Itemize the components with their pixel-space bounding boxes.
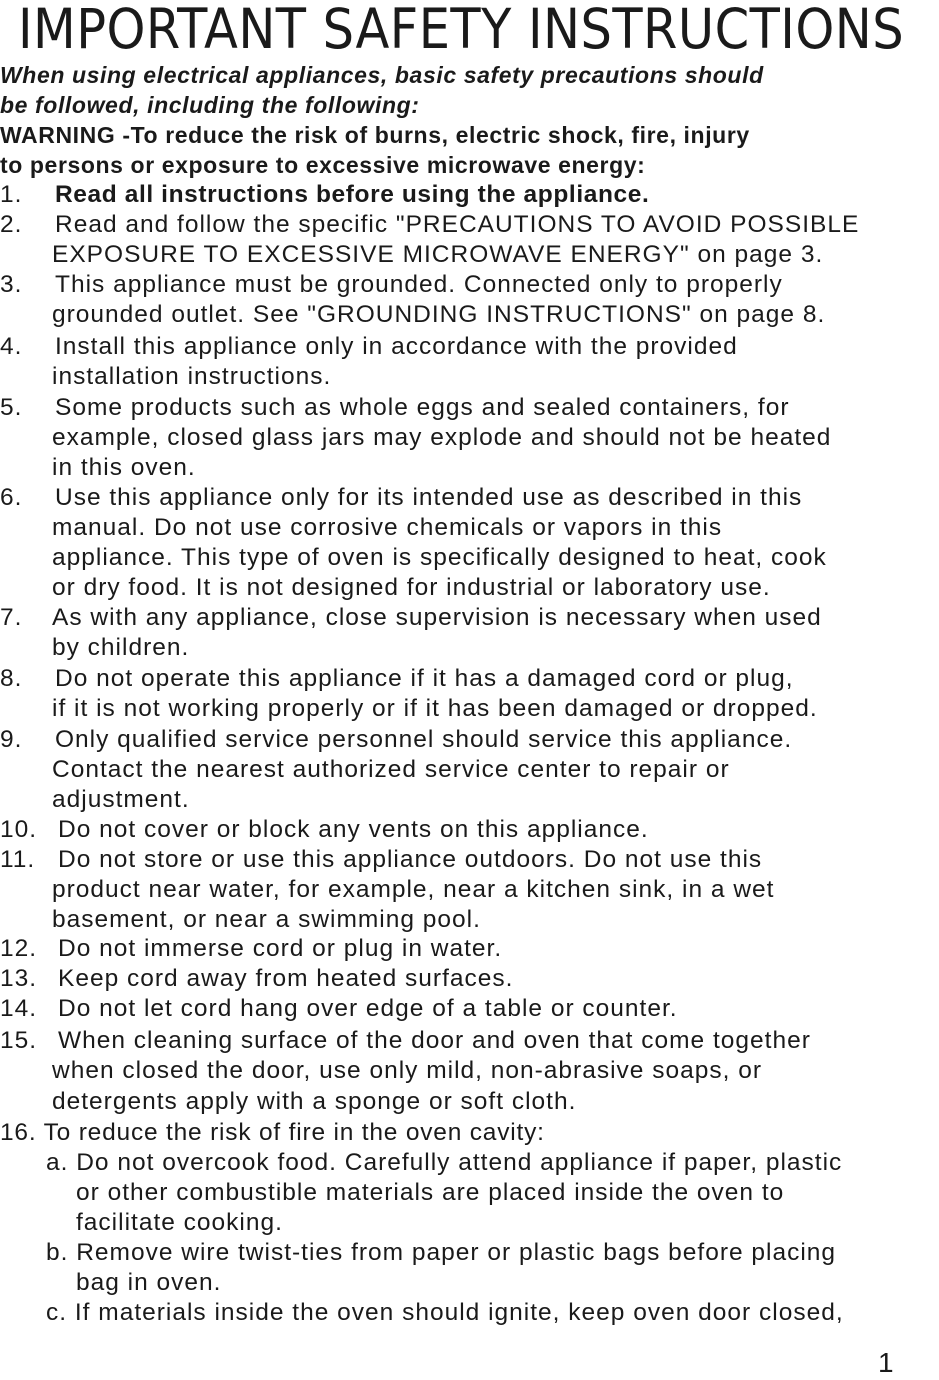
item-text: Do not cover or block any vents on this appliance. <box>58 816 649 843</box>
item-text: when closed the door, use only mild, non-abrasive soaps, or <box>52 1057 762 1084</box>
item-text: Keep cord away from heated surfaces. <box>58 965 514 992</box>
item-text: EXPOSURE TO EXCESSIVE MICROWAVE ENERGY" on page 3. <box>52 241 824 268</box>
item-number: 1. <box>0 181 23 208</box>
item-number: 9. <box>0 726 23 753</box>
item-text: grounded outlet. See "GROUNDING INSTRUCTIONS" on page 8. <box>52 301 826 328</box>
sub-item-text: or other combustible materials are placed inside the oven to <box>76 1179 785 1206</box>
item-number: 3. <box>0 271 23 298</box>
item-text: As with any appliance, close supervision is necessary when used <box>52 604 822 631</box>
item-text: example, closed glass jars may explode and should not be heated <box>52 424 832 451</box>
intro-line-1: When using electrical appliances, basic safety precautions should <box>0 62 764 88</box>
item-text: This appliance must be grounded. Connected only to properly <box>55 271 783 298</box>
item-text: When cleaning surface of the door and oven that come together <box>58 1027 811 1054</box>
sub-item-text: bag in oven. <box>76 1269 222 1296</box>
item-text: appliance. This type of oven is specifically designed to heat, cook <box>52 544 827 571</box>
sub-item-text: b. Remove wire twist-ties from paper or plastic bags before placing <box>46 1239 837 1266</box>
page-number: 1 <box>878 1347 894 1378</box>
item-number: 6. <box>0 484 23 511</box>
item-number: 8. <box>0 665 23 692</box>
item-text: Use this appliance only for its intended use as described in this <box>55 484 803 511</box>
item-number: 7. <box>0 604 23 631</box>
item-text: Do not let cord hang over edge of a table or counter. <box>58 995 678 1022</box>
item-number: 11. <box>0 846 36 873</box>
item-text: adjustment. <box>52 786 190 813</box>
item-text: if it is not working properly or if it has been damaged or dropped. <box>52 695 818 722</box>
item-text: Do not operate this appliance if it has a damaged cord or plug, <box>55 665 794 692</box>
item-text: in this oven. <box>52 454 196 481</box>
item-number: 4. <box>0 333 23 360</box>
item-number: 2. <box>0 211 23 238</box>
item-number: 12. <box>0 935 38 962</box>
item-text: Some products such as whole eggs and sealed containers, for <box>55 394 790 421</box>
item-text: by children. <box>52 634 190 661</box>
item-text: Contact the nearest authorized service center to repair or <box>52 756 730 783</box>
sub-item-text: facilitate cooking. <box>76 1209 283 1236</box>
item-number: 10. <box>0 816 38 843</box>
item-text: Do not store or use this appliance outdoors. Do not use this <box>58 846 763 873</box>
item-text: Read and follow the specific "PRECAUTIONS TO AVOID POSSIBLE <box>55 211 860 238</box>
item-text: Read all instructions before using the appliance. <box>55 181 650 208</box>
warning-line-1: WARNING -To reduce the risk of burns, electric shock, fire, injury <box>0 122 750 148</box>
item-text: basement, or near a swimming pool. <box>52 906 481 933</box>
page-title: IMPORTANT SAFETY INSTRUCTIONS <box>18 0 905 61</box>
item-text: manual. Do not use corrosive chemicals or vapors in this <box>52 514 723 541</box>
sub-item-text: c. If materials inside the oven should ignite, keep oven door closed, <box>46 1299 844 1326</box>
sub-item-text: a. Do not overcook food. Carefully attend appliance if paper, plastic <box>46 1149 843 1176</box>
item-text: product near water, for example, near a kitchen sink, in a wet <box>52 876 775 903</box>
item-number: 13. <box>0 965 38 992</box>
item-text: installation instructions. <box>52 363 332 390</box>
item-number: 14. <box>0 995 38 1022</box>
list-item-16-lead: 16. To reduce the risk of fire in the oven cavity: <box>0 1119 545 1146</box>
item-text: or dry food. It is not designed for industrial or laboratory use. <box>52 574 771 601</box>
warning-line-2: to persons or exposure to excessive microwave energy: <box>0 152 646 178</box>
intro-line-2: be followed, including the following: <box>0 92 420 118</box>
item-text: Only qualified service personnel should service this appliance. <box>55 726 793 753</box>
item-text: detergents apply with a sponge or soft cloth. <box>52 1088 577 1115</box>
item-text: Install this appliance only in accordance with the provided <box>55 333 738 360</box>
item-text: Do not immerse cord or plug in water. <box>58 935 503 962</box>
item-number: 5. <box>0 394 23 421</box>
item-number: 15. <box>0 1027 38 1054</box>
